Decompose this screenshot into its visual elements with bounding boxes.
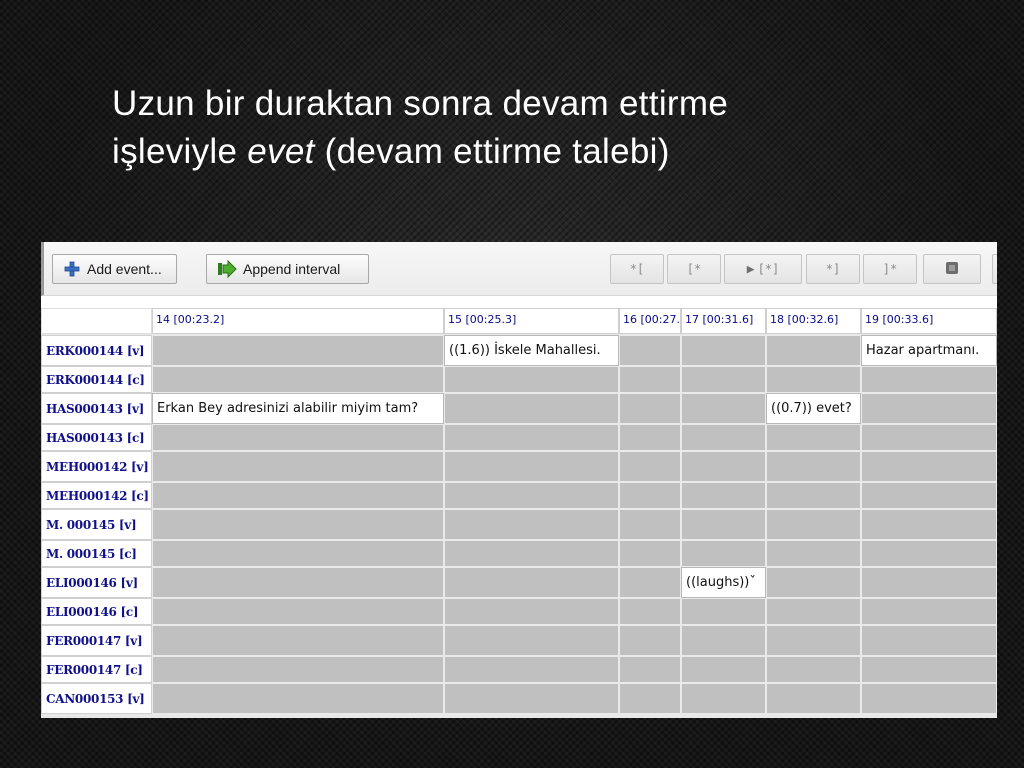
event-cell[interactable]	[681, 335, 766, 366]
event-cell[interactable]	[766, 424, 861, 451]
event-cell[interactable]	[766, 625, 861, 656]
tier-label[interactable]: FER000147 [c]	[41, 656, 152, 683]
column-header[interactable]: 17 [00:31.6]	[681, 308, 766, 334]
event-cell[interactable]	[861, 598, 997, 625]
event-cell[interactable]	[766, 451, 861, 482]
event-cell[interactable]	[444, 393, 619, 424]
go-end-icon: ]*	[882, 262, 898, 276]
event-cell[interactable]	[444, 509, 619, 540]
go-start-icon: [*	[686, 262, 702, 276]
event-cell[interactable]	[619, 509, 681, 540]
event-cell[interactable]	[619, 424, 681, 451]
event-cell[interactable]	[681, 451, 766, 482]
stop-record-icon	[943, 259, 961, 280]
event-cell[interactable]	[619, 335, 681, 366]
select-end-icon: *]	[825, 262, 841, 276]
event-cell[interactable]	[681, 393, 766, 424]
select-end-button[interactable]	[806, 254, 860, 284]
tier-label[interactable]: HAS000143 [v]	[41, 393, 152, 424]
event-cell[interactable]	[861, 567, 997, 598]
tier-label[interactable]: ERK000144 [v]	[41, 335, 152, 366]
event-cell[interactable]	[619, 393, 681, 424]
event-cell[interactable]	[861, 656, 997, 683]
event-text[interactable]: ((laughs))ˇ	[681, 567, 766, 598]
event-cell[interactable]	[152, 482, 444, 509]
event-cell[interactable]	[861, 625, 997, 656]
event-cell[interactable]	[444, 625, 619, 656]
event-cell[interactable]	[152, 424, 444, 451]
event-cell[interactable]	[766, 683, 861, 714]
event-cell[interactable]	[766, 540, 861, 567]
event-cell[interactable]	[444, 656, 619, 683]
tier-label[interactable]: ERK000144 [c]	[41, 366, 152, 393]
event-cell[interactable]	[152, 683, 444, 714]
event-text[interactable]: Erkan Bey adresinizi alabilir miyim tam?	[152, 393, 444, 424]
column-header[interactable]: 19 [00:33.6]	[861, 308, 997, 334]
column-header[interactable]: 16 [00:27.	[619, 308, 681, 334]
tier-label[interactable]: HAS000143 [c]	[41, 424, 152, 451]
event-cell[interactable]	[152, 335, 444, 366]
overflow-button[interactable]	[992, 254, 997, 284]
event-cell[interactable]	[152, 567, 444, 598]
event-cell[interactable]	[619, 451, 681, 482]
append-interval-label: Append interval	[243, 261, 341, 277]
event-text[interactable]: Hazar apartmanı.	[861, 335, 997, 366]
event-cell[interactable]	[619, 683, 681, 714]
event-cell[interactable]	[681, 540, 766, 567]
event-cell[interactable]	[444, 366, 619, 393]
stop-record-button[interactable]	[923, 254, 981, 284]
plus-icon	[63, 260, 81, 278]
event-cell[interactable]	[152, 451, 444, 482]
event-cell[interactable]	[444, 540, 619, 567]
add-event-label: Add event...	[87, 261, 162, 277]
grid-corner	[41, 308, 152, 334]
event-text[interactable]: ((0.7)) evet?	[766, 393, 861, 424]
event-cell[interactable]	[619, 625, 681, 656]
event-cell[interactable]	[444, 424, 619, 451]
select-start-button[interactable]	[610, 254, 664, 284]
tier-label[interactable]: MEH000142 [c]	[41, 482, 152, 509]
tier-label[interactable]: FER000147 [v]	[41, 625, 152, 656]
event-cell[interactable]	[766, 509, 861, 540]
event-cell[interactable]	[444, 567, 619, 598]
slide-title	[112, 80, 972, 176]
event-text[interactable]: ((1.6)) İskele Mahallesi.	[444, 335, 619, 366]
add-event-button[interactable]	[52, 254, 177, 284]
event-cell[interactable]	[681, 424, 766, 451]
event-cell[interactable]	[681, 598, 766, 625]
event-cell[interactable]	[681, 482, 766, 509]
timeline-grid	[41, 308, 997, 718]
event-cell[interactable]	[681, 656, 766, 683]
title-line-2-italic: evet	[247, 132, 315, 171]
title-line-2-suffix: (devam ettirme talebi)	[314, 132, 670, 171]
event-cell[interactable]	[619, 656, 681, 683]
event-cell[interactable]	[861, 451, 997, 482]
event-cell[interactable]	[444, 598, 619, 625]
event-cell[interactable]	[619, 540, 681, 567]
event-cell[interactable]	[766, 656, 861, 683]
event-cell[interactable]	[766, 335, 861, 366]
tier-label[interactable]: MEH000142 [v]	[41, 451, 152, 482]
toolbar	[41, 242, 997, 296]
play-selection-icon: [*]	[757, 262, 780, 276]
arrow-right-icon	[217, 260, 237, 278]
event-cell[interactable]	[619, 598, 681, 625]
event-cell[interactable]	[152, 509, 444, 540]
event-cell[interactable]	[619, 366, 681, 393]
title-line-2-prefix: işleviyle	[112, 132, 248, 171]
event-cell[interactable]	[152, 598, 444, 625]
tier-label[interactable]: CAN000153 [v]	[41, 683, 152, 714]
event-cell[interactable]	[152, 540, 444, 567]
go-start-button[interactable]	[667, 254, 721, 284]
event-cell[interactable]	[619, 567, 681, 598]
play-icon: ▶	[746, 261, 755, 277]
tier-label[interactable]: M. 000145 [c]	[41, 540, 152, 567]
event-cell[interactable]	[681, 625, 766, 656]
event-cell[interactable]	[861, 366, 997, 393]
event-cell[interactable]	[681, 683, 766, 714]
transcription-editor-screenshot	[41, 242, 997, 718]
event-cell[interactable]	[861, 683, 997, 714]
event-cell[interactable]	[766, 598, 861, 625]
column-header[interactable]: 18 [00:32.6]	[766, 308, 861, 334]
event-cell[interactable]	[681, 509, 766, 540]
tier-label[interactable]: M. 000145 [v]	[41, 509, 152, 540]
event-cell[interactable]	[861, 424, 997, 451]
event-cell[interactable]	[766, 366, 861, 393]
event-cell[interactable]	[152, 656, 444, 683]
event-cell[interactable]	[444, 482, 619, 509]
event-cell[interactable]	[766, 482, 861, 509]
tier-label[interactable]: ELI000146 [v]	[41, 567, 152, 598]
event-cell[interactable]	[152, 625, 444, 656]
event-cell[interactable]	[681, 366, 766, 393]
event-cell[interactable]	[152, 366, 444, 393]
event-cell[interactable]	[444, 451, 619, 482]
event-cell[interactable]	[766, 567, 861, 598]
column-header[interactable]: 15 [00:25.3]	[444, 308, 619, 334]
event-cell[interactable]	[861, 482, 997, 509]
go-end-button[interactable]	[863, 254, 917, 284]
play-selection-button[interactable]	[724, 254, 802, 284]
event-cell[interactable]	[444, 683, 619, 714]
title-line-1: Uzun bir duraktan sonra devam ettirme	[112, 84, 729, 123]
select-start-icon: *[	[629, 262, 645, 276]
append-interval-button[interactable]	[206, 254, 369, 284]
event-cell[interactable]	[619, 482, 681, 509]
event-cell[interactable]	[861, 509, 997, 540]
event-cell[interactable]	[861, 393, 997, 424]
column-header[interactable]: 14 [00:23.2]	[152, 308, 444, 334]
tier-label[interactable]: ELI000146 [c]	[41, 598, 152, 625]
event-cell[interactable]	[861, 540, 997, 567]
